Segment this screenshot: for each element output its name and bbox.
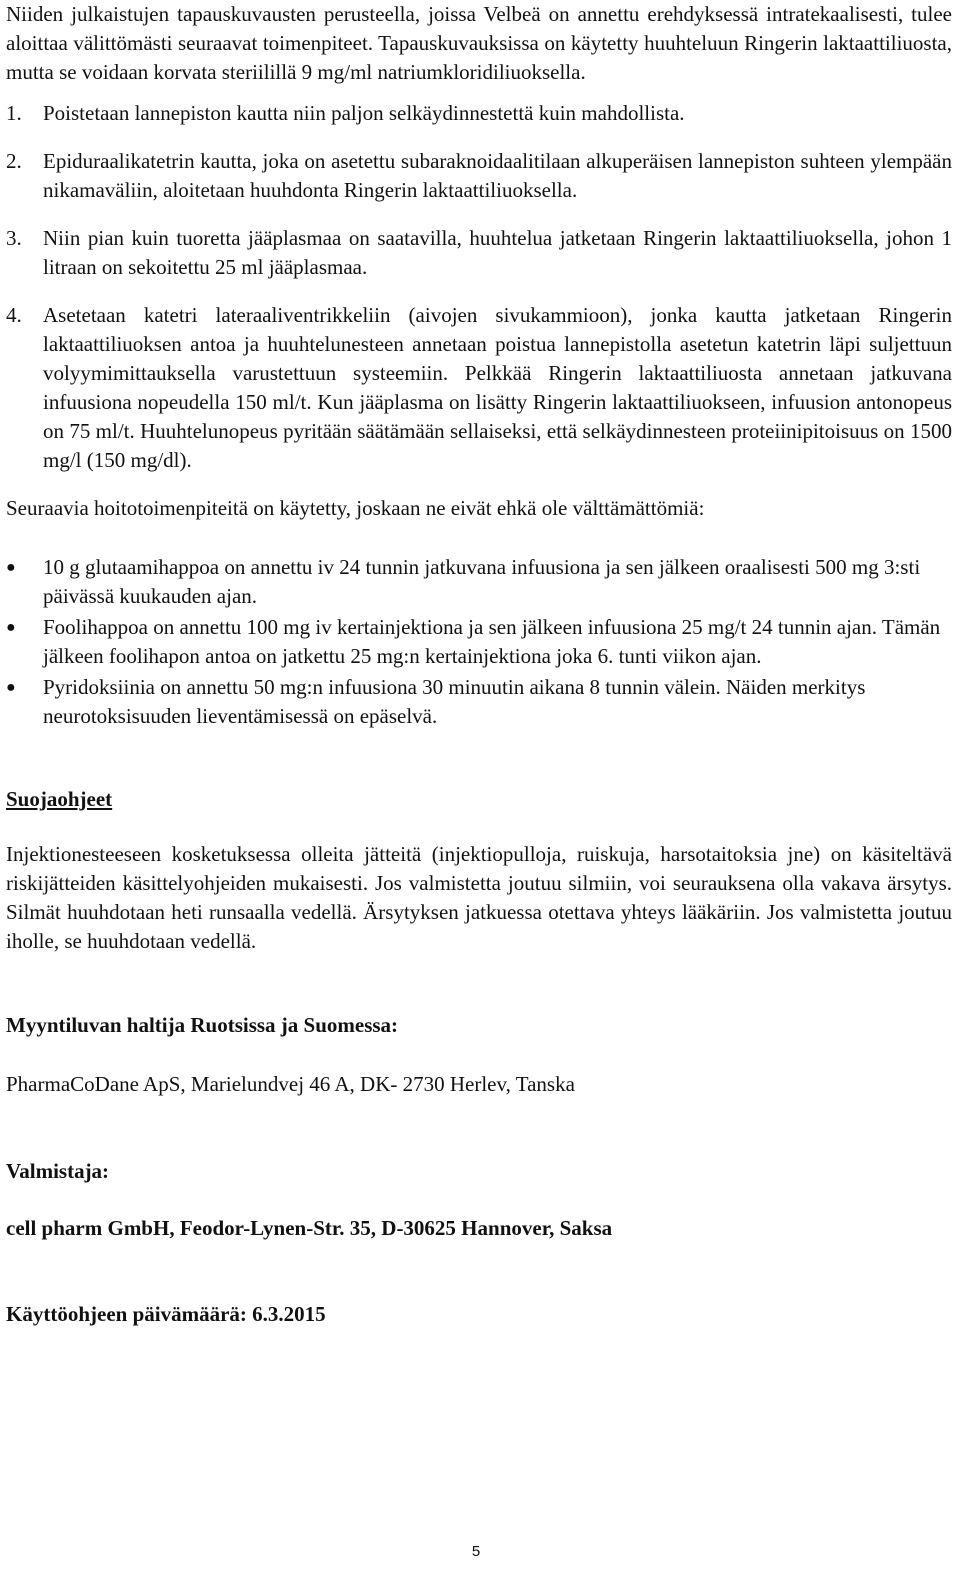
step-number: 2. — [6, 149, 22, 173]
revision-date: Käyttöohjeen päivämäärä: 6.3.2015 — [6, 1302, 326, 1326]
step-text: Niin pian kuin tuoretta jääplasmaa on saatavilla, huuhtelua jatketaan Ringerin laktaattiliuoksella, johon 1 litraan on sekoitettu 25 ml jääplasmaa. — [43, 226, 952, 279]
list-item-text: Pyridoksiinia on annettu 50 mg:n infuusiona 30 minuutin aikana 8 tunnin välein. Näiden merkitys neurotoksisuuden lieventämisessä on epäselvä. — [43, 675, 866, 728]
treatment-steps — [6, 99, 952, 475]
intro-paragraph: Niiden julkaistujen tapauskuvausten perusteella, joissa Velbeä on annettu erehdyksessä intratekaalisesti, tulee aloittaa välittömästi seuraavat toimenpiteet. Tapauskuvauksissa on käytetty huuhteluun Ringerin laktaattiliuosta, mutta se voidaan korvata steriilillä 9 mg/ml natriumkloridiliuoksella. — [6, 2, 952, 84]
step-number: 3. — [6, 226, 22, 250]
step-text: Poistetaan lannepiston kautta niin paljon selkäydinnestettä kuin mahdollista. — [43, 101, 685, 125]
holder-heading: Myyntiluvan haltija Ruotsissa ja Suomessa: — [6, 1013, 399, 1037]
step-number: 4. — [6, 303, 22, 327]
step-item — [6, 147, 952, 205]
step-item — [6, 301, 952, 475]
handling-heading: Suojaohjeet — [6, 787, 113, 811]
list-item-text: 10 g glutaamihappoa on annettu iv 24 tunnin jatkuvana infuusiona ja sen jälkeen oraalisesti 500 mg 3:sti päivässä kuukauden ajan. — [43, 555, 921, 608]
step-text: Epiduraalikatetrin kautta, joka on asetettu subaraknoidaalitilaan alkuperäisen lannepiston suhteen ylempään nikamaväliin, aloitetaan huuhdonta Ringerin laktaattiliuoksella. — [43, 149, 952, 202]
list-item-text: Foolihappoa on annettu 100 mg iv kertainjektiona ja sen jälkeen infuusiona 25 mg/t 24 tunnin ajan. Tämän jälkeen foolihapon antoa on jatkettu 25 mg:n kertainjektiona joka 6. tunti viikon ajan. — [43, 615, 941, 668]
optional-measures-lead: Seuraavia hoitotoimenpiteitä on käytetty, joskaan ne eivät ehkä ole välttämättömiä: — [6, 496, 705, 520]
page-number: 5 — [471, 1543, 481, 1560]
step-text: Asetetaan katetri lateraaliventrikkeliin (aivojen sivukammioon), jonka kautta jatketaan Ringerin laktaattiliuoksen antoa ja huuhtelunesteen annetaan poistua lannepistolla asetetun katetrin läpi suljettuun volyymimittauksella varustettuun systeemiin. Pelkkää Ringerin laktaattiliuosta annetaan jatkuvana infuusiona nopeudella 150 ml/t. Kun jääplasma on lisätty Ringerin laktaattiliuokseen, infuusion antonopeus on 75 ml/t. Huuhtelunopeus pyritään säätämään sellaiseksi, että selkäydinnesteen proteiinipitoisuus on 1500 mg/l (150 mg/dl). — [43, 303, 952, 472]
step-item — [6, 99, 952, 128]
document-page — [6, 0, 952, 1329]
optional-measures-list — [6, 553, 952, 731]
holder-address: PharmaCoDane ApS, Marielundvej 46 A, DK- 2730 Herlev, Tanska — [6, 1072, 575, 1096]
list-item — [6, 613, 952, 671]
bullet-icon: ● — [6, 619, 16, 636]
bullet-icon: ● — [6, 679, 16, 696]
manufacturer-address: cell pharm GmbH, Feodor-Lynen-Str. 35, D-30625 Hannover, Saksa — [6, 1216, 613, 1240]
bullet-icon: ● — [6, 559, 16, 576]
manufacturer-heading: Valmistaja: — [6, 1159, 110, 1183]
list-item — [6, 553, 952, 611]
step-item — [6, 224, 952, 282]
step-number: 1. — [6, 101, 22, 125]
handling-paragraph: Injektionesteeseen kosketuksessa olleita jätteitä (injektiopulloja, ruiskuja, harsotaitoksia jne) on käsiteltävä riskijätteiden käsittelyohjeiden mukaisesti. Jos valmistetta joutuu silmiin, voi seurauksena olla vakava ärsytys. Silmät huuhdotaan heti runsaalla vedellä. Ärsytyksen jatkuessa otettava yhteys lääkäriin. Jos valmistetta joutuu iholle, se huuhdotaan vedellä. — [6, 842, 952, 953]
list-item — [6, 673, 952, 731]
